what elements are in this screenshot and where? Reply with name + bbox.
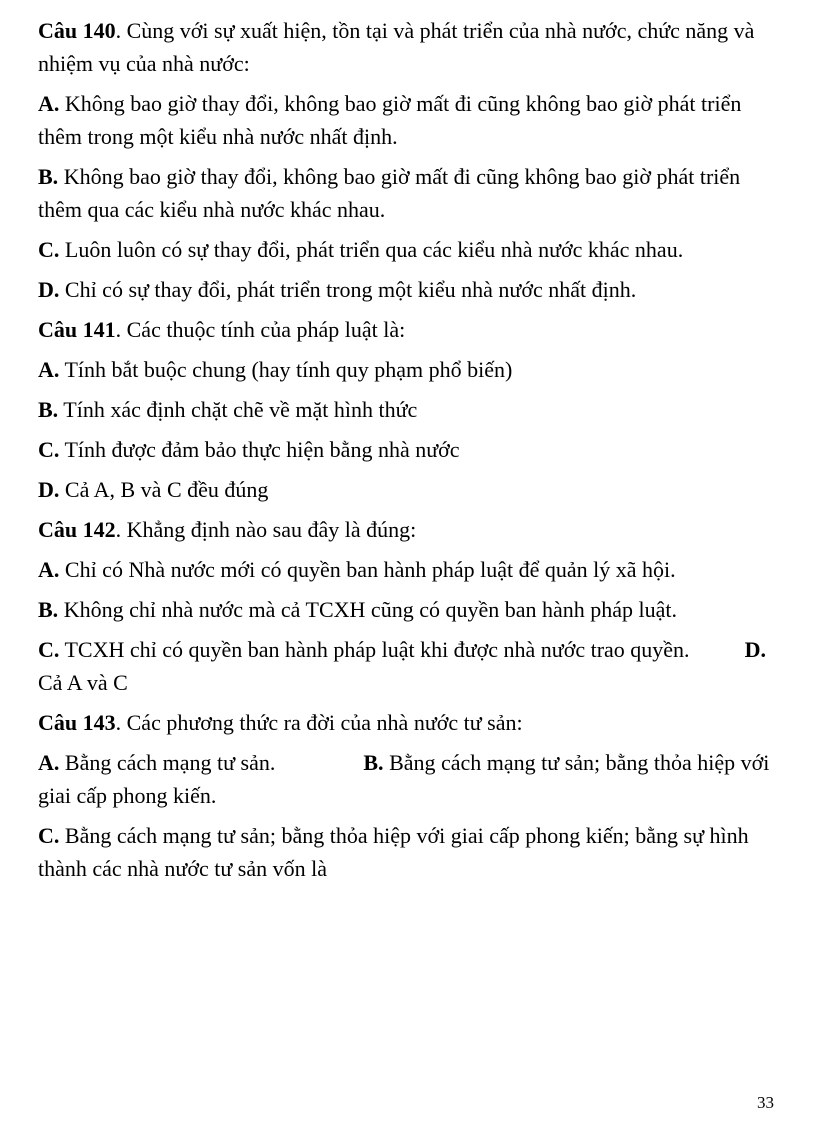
bold-label: A. [38,557,60,582]
q141-option-a [38,353,780,386]
text-run: Cả A và C [38,670,128,695]
bold-label: C. [38,237,60,262]
bold-label: Câu 141 [38,317,116,342]
text-run: Không chỉ nhà nước mà cả TCXH cũng có quyền ban hành pháp luật. [58,597,678,622]
q142-option-a [38,553,780,586]
text-run: . Các thuộc tính của pháp luật là: [115,317,406,342]
q143-option-a-b [38,746,780,812]
text-run: . Các phương thức ra đời của nhà nước tư sản: [115,710,523,735]
text-run: . Khẳng định nào sau đây là đúng: [115,517,417,542]
text-run: Cả A, B và C đều đúng [59,477,269,502]
q140-option-b [38,160,780,226]
bold-label: B. [38,397,59,422]
q143-option-c [38,819,780,885]
q140-option-d [38,273,780,306]
text-run: Luôn luôn có sự thay đổi, phát triển qua các kiểu nhà nước khác nhau. [59,237,684,262]
question-141 [38,313,780,346]
text-run: Tính bắt buộc chung (hay tính quy phạm phổ biến) [59,357,513,382]
text-run: Tính được đảm bảo thực hiện bằng nhà nước [59,437,460,462]
bold-label: Câu 142 [38,517,116,542]
text-run: TCXH chỉ có quyền ban hành pháp luật khi được nhà nước trao quyền. [59,637,745,662]
bold-label: D. [744,637,766,662]
text-run: Không bao giờ thay đổi, không bao giờ mất đi cũng không bao giờ phát triển thêm trong một kiểu nhà nước nhất định. [38,91,742,149]
bold-label: A. [38,91,60,116]
bold-label: A. [38,357,60,382]
bold-label: Câu 140 [38,18,116,43]
text-run: . Cùng với sự xuất hiện, tồn tại và phát triển của nhà nước, chức năng và nhiệm vụ của nhà nước: [38,18,755,76]
q140-option-a [38,87,780,153]
bold-label: A. [38,750,60,775]
question-140 [38,14,780,80]
bold-label: D. [38,277,60,302]
q141-option-d [38,473,780,506]
bold-label: Câu 143 [38,710,116,735]
q142-option-b [38,593,780,626]
bold-label: D. [38,477,60,502]
question-142 [38,513,780,546]
bold-label: C. [38,823,60,848]
page-number: 33 [757,1093,774,1112]
q142-option-c-d [38,633,780,699]
question-list [38,14,780,885]
q140-option-c [38,233,780,266]
bold-label: B. [38,597,59,622]
text-run: Tính xác định chặt chẽ về mặt hình thức [58,397,418,422]
bold-label: C. [38,637,60,662]
bold-label: B. [363,750,384,775]
q141-option-c [38,433,780,466]
bold-label: C. [38,437,60,462]
text-run: Bằng cách mạng tư sản. [59,750,364,775]
text-run: Chỉ có Nhà nước mới có quyền ban hành pháp luật để quản lý xã hội. [59,557,676,582]
q141-option-b [38,393,780,426]
text-run: Bằng cách mạng tư sản; bằng thỏa hiệp với giai cấp phong kiến; bằng sự hình thành các nhà nước tư sản vốn là [38,823,749,881]
question-143 [38,706,780,739]
text-run: Chỉ có sự thay đổi, phát triển trong một kiểu nhà nước nhất định. [59,277,637,302]
bold-label: B. [38,164,59,189]
text-run: Không bao giờ thay đổi, không bao giờ mất đi cũng không bao giờ phát triển thêm qua các kiểu nhà nước khác nhau. [38,164,741,222]
text-run: Bằng cách mạng tư sản; bằng thỏa hiệp với giai cấp phong kiến. [38,750,770,808]
